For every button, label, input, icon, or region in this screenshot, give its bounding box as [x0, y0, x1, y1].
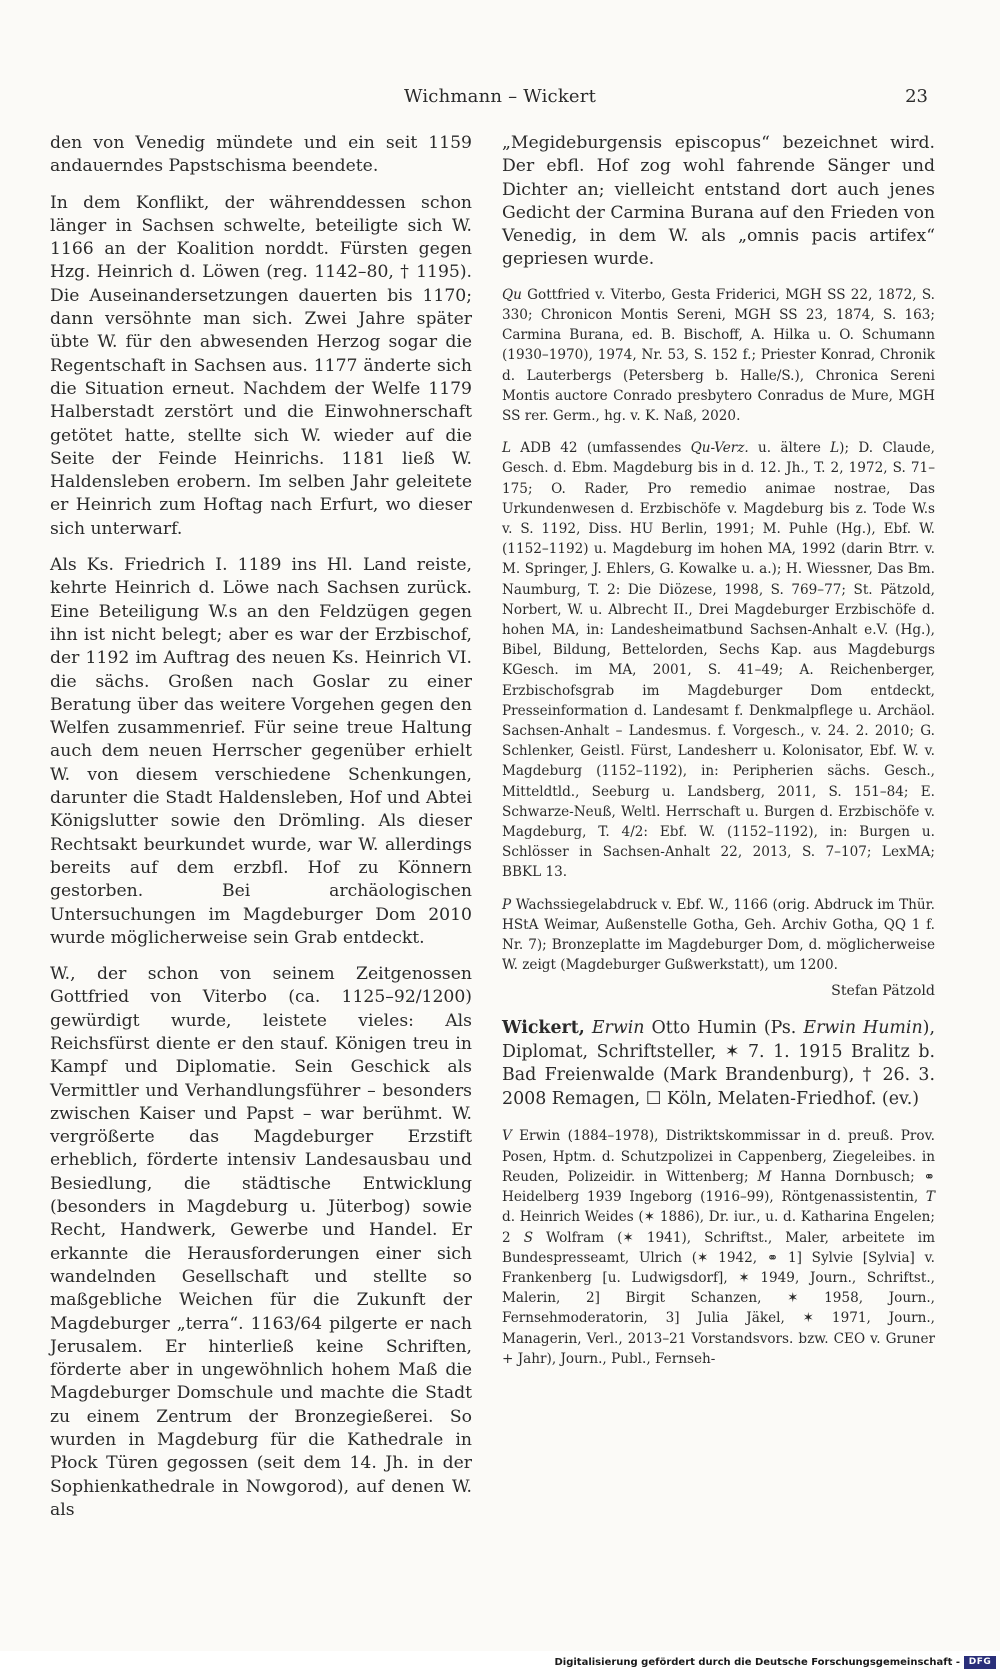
sources-text: Gottfried v. Viterbo, Gesta Friderici, MGH SS 22, 1872, S. 330; Chronicon Montis Sereni, MGH SS 23, 1874, S. 163; Carmina Burana, ed. B. Bischoff, A. Hilka u. O. Schumann (1930–1970), 1974, Nr. 53, S. 152 f.; Priester Konrad, Chronik d. Lauterbergs (Petersberg b. Halle/S.), Chronica Sereni Montis auctore Conrado presbytero Conradus de Mure, MGH SS rer. Germ., hg. v. K. Naß, 2020. [502, 286, 935, 424]
literature-italic: L [830, 440, 840, 457]
right-column [502, 132, 935, 1381]
literature-label: L [502, 440, 512, 457]
left-column [50, 132, 472, 1535]
funding-note: Digitalisierung gefördert durch die Deutsche Forschungsgemeinschaft - [554, 1657, 960, 1668]
running-title: Wichmann – Wickert [403, 86, 597, 107]
genealogy-text: Wolfram (✶ 1941), Schriftst., Maler, arbeitete im Bundespresseamt, Ulrich (✶ 1942, ⚭ 1] Sylvie [Sylvia] v. Frankenberg [u. Ludwigsdorf], ✶ 1949, Journ., Schriftst., Malerin, 2] Birgit Schanzen, ✶ 1958, Journ., Fernsehmoderatorin, 3] Julia Jäkel, ✶ 1971, Journ., Managerin, Verl., 2013–21 Vorstandsvors. bzw. CEO v. Gruner + Jahr), Journ., Publ., Fernseh- [502, 1229, 935, 1367]
paragraph: den von Venedig mündete und ein seit 1159 andauerndes Papstschisma beendete. [50, 133, 472, 177]
genealogy-text: Hanna Dornbusch; ⚭ Heidelberg 1939 Ingeborg (1916–99), Röntgenassistentin, [502, 1168, 935, 1206]
literature-block [502, 438, 935, 882]
genealogy-block [502, 1126, 935, 1368]
entry-pseudonym: Erwin Humin [803, 1018, 923, 1039]
sources-block [502, 285, 935, 426]
literature-italic: Qu-Verz. [690, 440, 749, 457]
genealogy-label: V [502, 1128, 512, 1145]
dfg-logo: DFG [964, 1656, 996, 1669]
entry-first-name: Erwin [591, 1018, 645, 1039]
literature-text: u. ältere [748, 440, 831, 457]
sources-label: Qu [502, 286, 522, 303]
entry-heading [502, 1017, 935, 1111]
footer-bar [0, 1651, 1000, 1675]
paragraph: In dem Konflikt, der währenddessen schon länger in Sachsen schwelte, beteiligte sich W. 1166 an der Koalition norddt. Fürsten gegen Hzg. Heinrich d. Löwen (reg. 1142–80, † 1195). Die Auseinandersetzungen dauerten bis 1170; dann versöhnte man sich. Zwei Jahre später übte W. für den abwesenden Herzog sogar die Regentschaft in Sachsen aus. 1177 änderte sich die Situation erneut. Nachdem der Welfe 1179 Halberstadt zerstört und die Einwohnerschaft getötet hatte, stellte sich W. wieder auf die Seite der Feinde Heinrichs. 1181 ließ W. Haldensleben erobern. Im selben Jahr geleitete er Heinrich zum Hoftag nach Erfurt, wo dieser sich unterwarf. [50, 192, 472, 539]
genealogy-label: M [757, 1168, 772, 1185]
portraits-label: P [502, 896, 512, 913]
entry-text: ), Diplomat, Schriftsteller, ✶ 7. 1. 1915 Bralitz b. Bad Freienwalde (Mark Brandenburg), † 26. 3. 2008 Remagen, ☐ Köln, Melaten-Friedhof. (ev.) [502, 1018, 935, 1109]
genealogy-text: d. Heinrich Weides (✶ 1886), Dr. iur., u. d. Katharina Engelen; 2 [502, 1209, 935, 1246]
paragraph: „Megideburgensis episcopus“ bezeichnet wird. Der ebfl. Hof zog wohl fahrende Sänger und Dichter an; vielleicht entstand dort auch jenes Gedicht der Carmina Burana auf den Frieden von Venedig, in dem W. als „omnis pacis artifex“ gepriesen wurde. [502, 133, 935, 270]
portraits-block [502, 895, 935, 976]
entry-text: Otto Humin (Ps. [644, 1018, 804, 1039]
entry-name: Wickert, [502, 1018, 585, 1039]
paragraph: Als Ks. Friedrich I. 1189 ins Hl. Land reiste, kehrte Heinrich d. Löwe nach Sachsen zurück. Eine Beteiligung W.s an den Feldzügen gegen ihn ist nicht belegt; aber es war der Erzbischof, der 1192 im Auftrag des neuen Ks. Heinrich VI. die sächs. Großen nach Goslar zu einer Beratung über das weitere Vorgehen gegen den Welfen zusammenrief. Für seine treue Haltung auch dem neuen Herrscher gegenüber erhielt W. von diesem verschiedene Schenkungen, darunter die Stadt Haldensleben, Hof und Abtei Königslutter sowie den Drömling. Als dieser Rechtsakt beurkundet wurde, war W. allerdings bereits auf dem erzbfl. Hof zu Könnern gestorben. Bei archäologischen Untersuchungen im Magdeburger Dom 2010 wurde möglicherweise sein Grab entdeckt. [50, 555, 472, 948]
page-number: 23 [905, 86, 928, 107]
article-author: Stefan Pätzold [831, 983, 935, 1000]
paragraph: W., der schon von seinem Zeitgenossen Gottfried von Viterbo (ca. 1125–92/1200) gewürdigt wurde, leistete vieles: Als Reichsfürst diente er den stauf. Königen treu in Kampf und Diplomatie. Sein Geschick als Vermittler und Verhandlungsführer – besonders zwischen Kaiser und Papst – war berühmt. W. vergrößerte das Magdeburger Erzstift erheblich, förderte intensiv Landesausbau und Besiedlung, die städtische Entwicklung (besonders in Magdeburg u. Jüterbog) sowie Recht, Handwerk, Gewerbe und Handel. Er erkannte die Herausforderungen einer sich wandelnden Gesellschaft und stellte so maßgebliche Weichen für die Zukunft der Magdeburger „terra“. 1163/64 pilgerte er nach Jerusalem. Er hinterließ keine Schriften, förderte aber in ungewöhnlich hohem Maß die Magdeburger Domschule und machte die Stadt zu einem Zentrum der Bronzegießerei. So wurden in Magdeburg für die Kathedrale in Płock Türen gegossen (seit dem 14. Jh. in der Sophienkathedrale in Nowgorod), auf denen W. als [50, 964, 472, 1520]
page-header [0, 86, 1000, 116]
genealogy-label: T [925, 1189, 935, 1206]
genealogy-label: S [523, 1229, 534, 1246]
literature-text: ); D. Claude, Gesch. d. Ebm. Magdeburg bis in d. 12. Jh., T. 2, 1972, S. 71–175; O. Rader, Pro remedio animae nostrae, Das Urkundenwesen d. Erzbischöfe v. Magdeburg bis z. Tode W.s v. S. 1192, Diss. HU Berlin, 1991; M. Puhle (Hg.), Ebf. W. (1152–1192) u. Magdeburg im hohen MA, 1992 (darin Btrr. v. M. Springer, J. Ehlers, G. Kowalke u. a.); H. Wiessner, Das Bm. Naumburg, T. 2: Die Diözese, 1998, S. 769–77; St. Pätzold, Norbert, W. u. Albrecht II., Drei Magdeburger Erzbischöfe d. hohen MA, in: Landesheimatbund Sachsen-Anhalt e.V. (Hg.), Bibel, Bildung, Bettelorden, Sechs Kap. aus Magdeburgs KGesch. im MA, 2001, S. 41–49; A. Reichenberger, Erzbischofsgrab im Magdeburger Dom entdeckt, Presseinformation d. Landesamt f. Denkmalpflege u. Archäol. Sachsen-Anhalt – Landesmus. f. Vorgesch., v. 24. 2. 2010; G. Schlenker, Geistl. Fürst, Landesherr u. Kolonisator, Ebf. W. v. Magdeburg (1152–1192), in: Peripherien sächs. Gesch., Mitteldtld., Seeburg u. Landsberg, 2011, S. 151–84; E. Schwarze-Neuß, Weltl. Herrschaft u. Burgen d. Erzbischöfe v. Magdeburg, T. 4/2: Ebf. W. (1152–1192), in: Burgen u. Schlösser in Sachsen-Anhalt 22, 2013, S. 7–107; LexMA; BBKL 13. [502, 440, 935, 881]
genealogy-text: Erwin (1884–1978), Distriktskommissar in d. preuß. Prov. Posen, Hptm. d. Schutzpolizei in Cappenberg, Ziegeleibes. in Reuden, Polizeidir. in Wittenberg; [502, 1128, 935, 1185]
literature-text: ADB 42 (umfassendes [511, 440, 691, 457]
portraits-text: Wachssiegelabdruck v. Ebf. W., 1166 (orig. Abdruck im Thür. HStA Weimar, Außenstelle Gotha, Geh. Archiv Gotha, QQ 1 f. Nr. 7); Bronzeplatte im Magdeburger Dom, d. möglicherweise W. zeigt (Magdeburger Gußwerkstatt), um 1200. [502, 896, 935, 974]
